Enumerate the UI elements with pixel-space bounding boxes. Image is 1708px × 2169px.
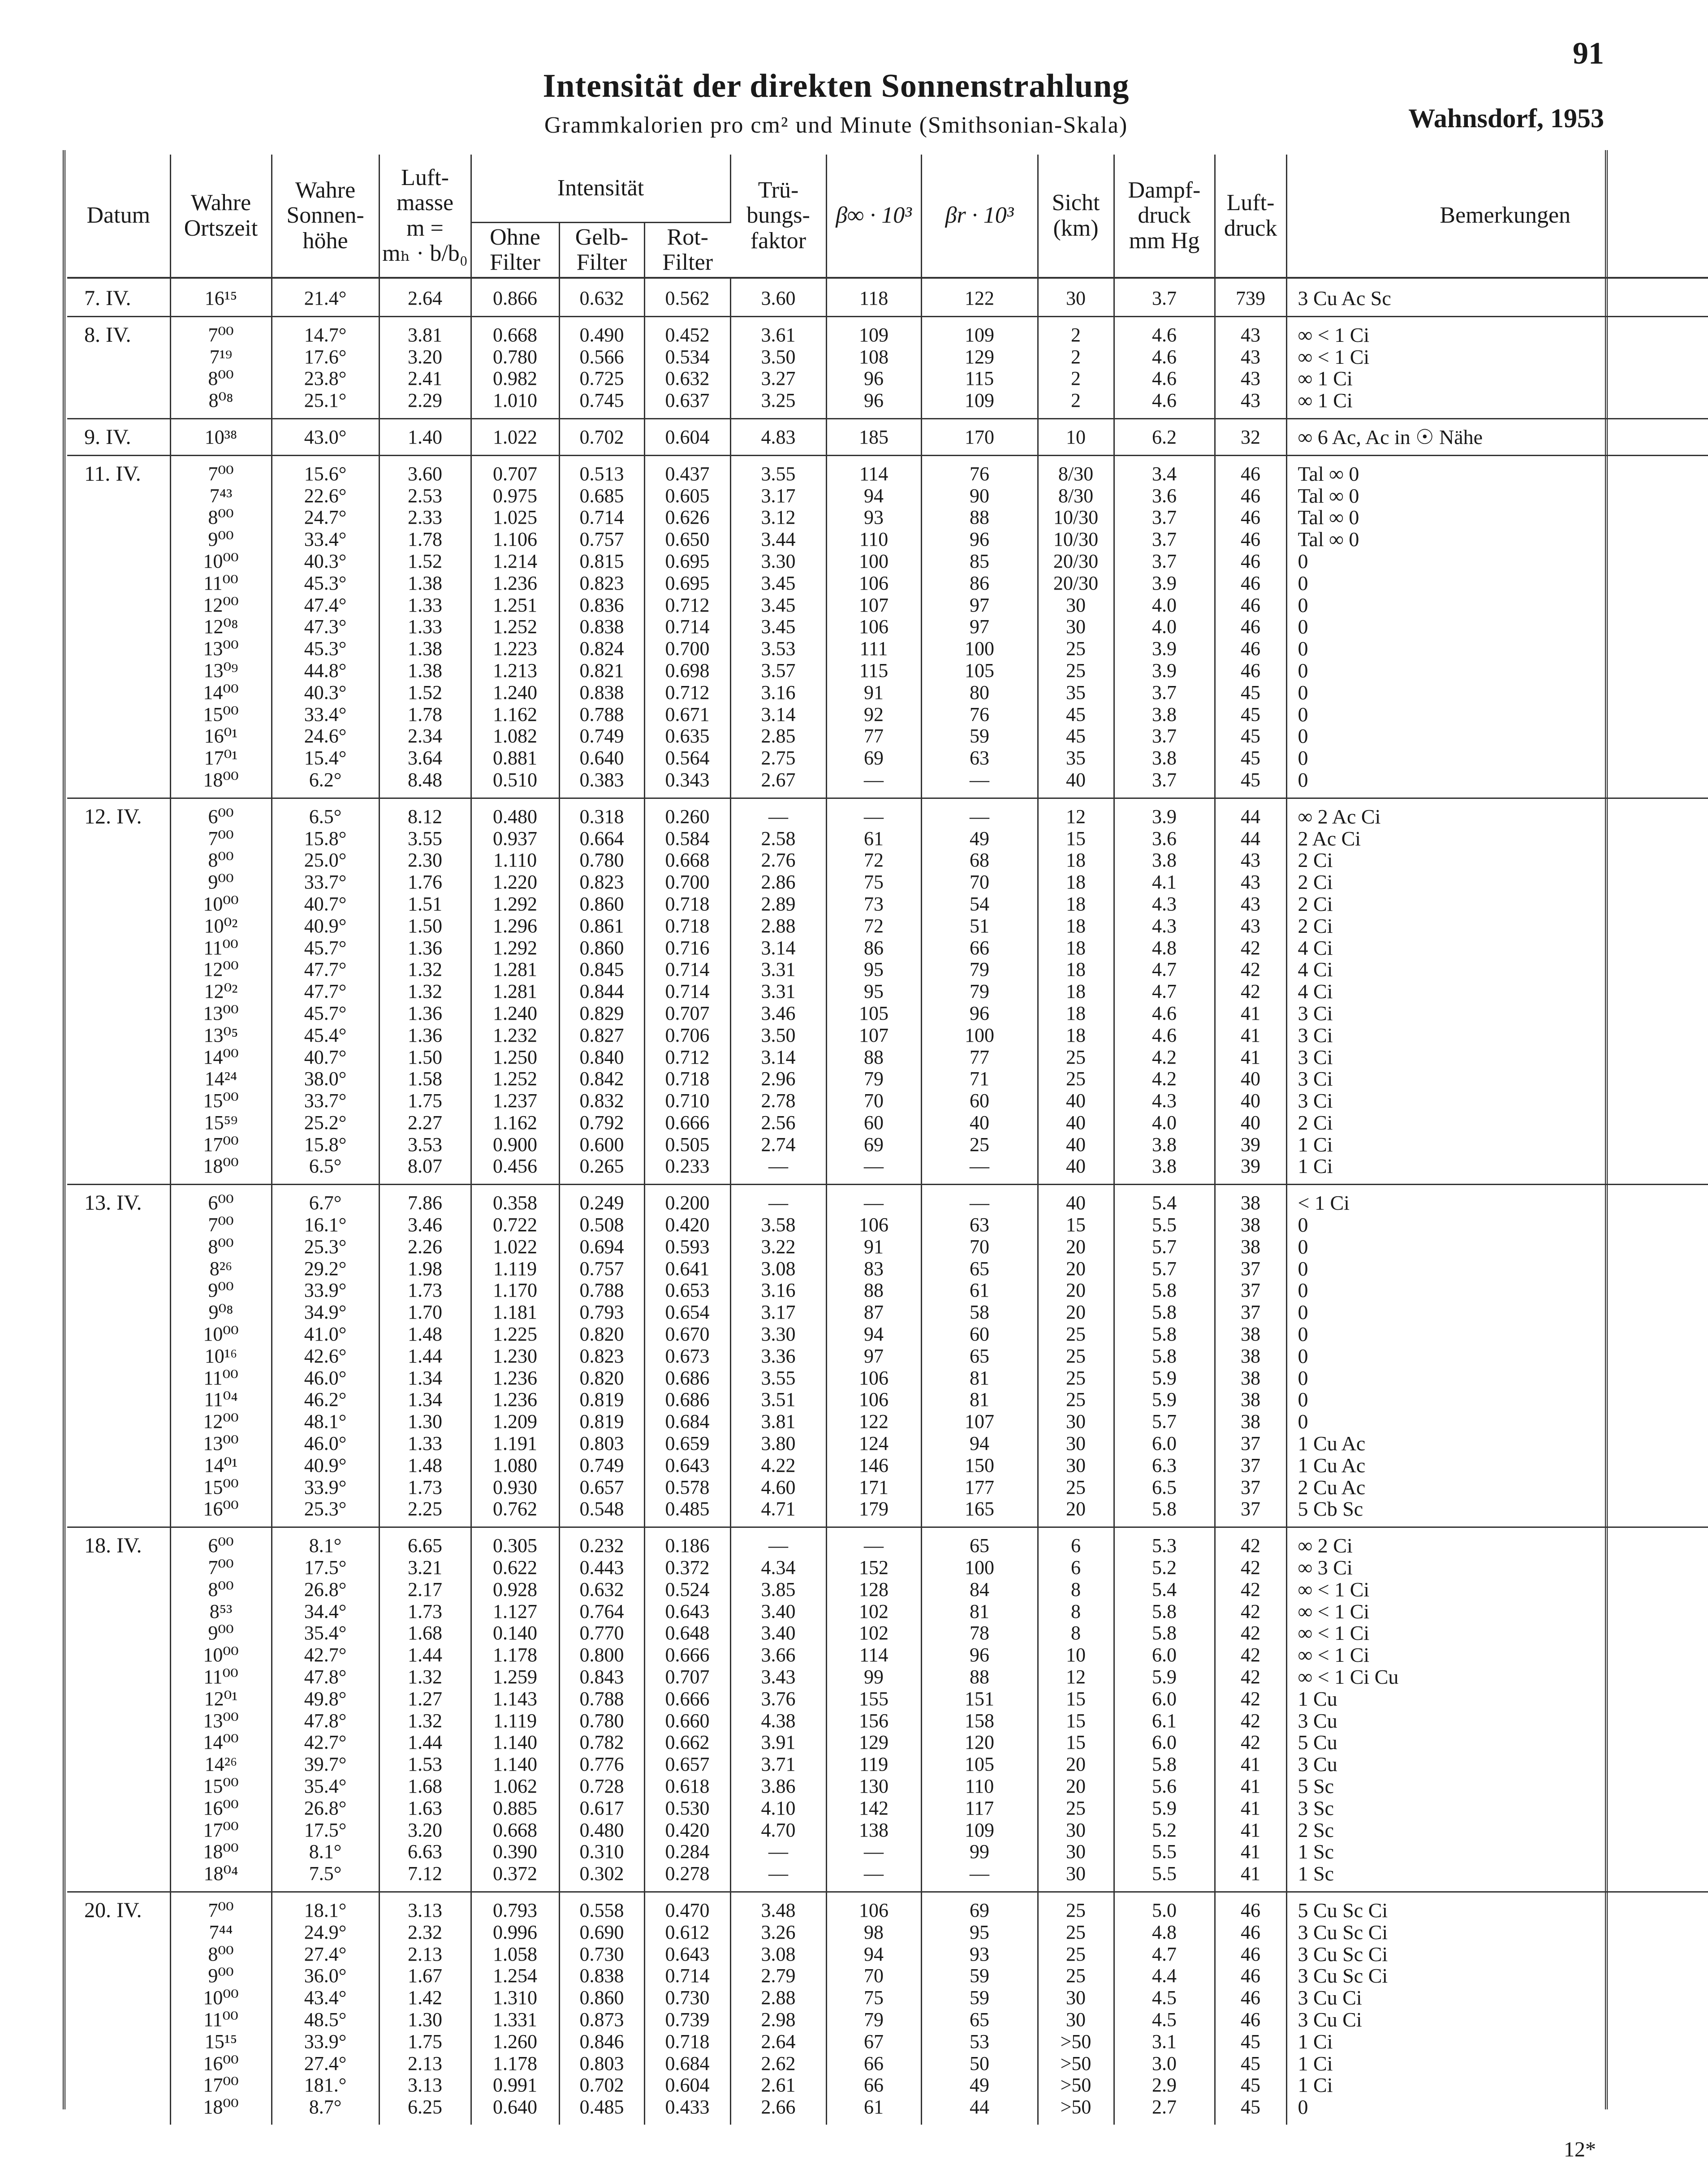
- table-row: [67, 798, 1708, 1185]
- sonnenhoehe-cell: 6.7° 16.1° 25.3° 29.2° 33.9° 34.9° 41.0° 42.6° 46.0° 46.2° 48.1° 46.0° 40.9° 33.9° 25.3°: [272, 1185, 379, 1527]
- bemerkungen-cell: 3 Cu Ac Sc: [1286, 278, 1708, 316]
- header-gelb-filter: Gelb- Filter: [559, 223, 644, 278]
- ortszeit-cell: 7⁰⁰ 7¹⁹ 8⁰⁰ 8⁰⁸: [170, 316, 272, 418]
- sicht-cell: 2 2 2 2: [1038, 316, 1114, 418]
- date-cell: 8. IV.: [67, 316, 170, 418]
- header-bemerkungen: Bemerkungen: [1286, 155, 1708, 278]
- date-cell: 11. IV.: [67, 455, 170, 798]
- dampfdruck-cell: 5.3 5.2 5.4 5.8 5.8 6.0 5.9 6.0 6.1 6.0 5.8 5.6 5.9 5.2 5.5 5.5: [1114, 1527, 1215, 1892]
- dampfdruck-cell: 3.4 3.6 3.7 3.7 3.7 3.9 4.0 4.0 3.9 3.9 3.7 3.8 3.7 3.8 3.7: [1114, 455, 1215, 798]
- ortszeit-cell: 10³⁸: [170, 418, 272, 455]
- rot-filter-cell: 0.186 0.372 0.524 0.643 0.648 0.666 0.707 0.666 0.660 0.662 0.657 0.618 0.530 0.420 0.284 0.278: [644, 1527, 730, 1892]
- table-row: [67, 1892, 1708, 2124]
- sonnenhoehe-cell: 18.1° 24.9° 27.4° 36.0° 43.4° 48.5° 33.9° 27.4° 181.° 8.7°: [272, 1892, 379, 2124]
- date-cell: 18. IV.: [67, 1527, 170, 1892]
- truebungsfaktor-cell: 3.60: [730, 278, 826, 316]
- header-sonnenhoehe: Wahre Sonnen- höhe: [272, 155, 379, 278]
- ohne-filter-cell: 0.358 0.722 1.022 1.119 1.170 1.181 1.225 1.230 1.236 1.236 1.209 1.191 1.080 0.930 0.762: [471, 1185, 559, 1527]
- date-cell: 20. IV.: [67, 1892, 170, 2124]
- ortszeit-cell: 7⁰⁰ 7⁴⁴ 8⁰⁰ 9⁰⁰ 10⁰⁰ 11⁰⁰ 15¹⁵ 16⁰⁰ 17⁰⁰ 18⁰⁰: [170, 1892, 272, 2124]
- sicht-cell: 25 25 25 25 30 30 >50 >50 >50 >50: [1038, 1892, 1114, 2124]
- rot-filter-cell: 0.562: [644, 278, 730, 316]
- luftdruck-cell: 43 43 43 43: [1215, 316, 1286, 418]
- header-beta-inf: β∞ · 10³: [826, 155, 921, 278]
- header-ortszeit: Wahre Ortszeit: [170, 155, 272, 278]
- beta-inf-cell: — 152 128 102 102 114 99 155 156 129 119 130 142 138 — —: [826, 1527, 921, 1892]
- truebungsfaktor-cell: 3.61 3.50 3.27 3.25: [730, 316, 826, 418]
- header-ohne-filter: Ohne Filter: [471, 223, 559, 278]
- beta-inf-cell: 106 98 94 70 75 79 67 66 66 61: [826, 1892, 921, 2124]
- ortszeit-cell: 6⁰⁰ 7⁰⁰ 8⁰⁰ 8⁵³ 9⁰⁰ 10⁰⁰ 11⁰⁰ 12⁰¹ 13⁰⁰ 14⁰⁰ 14²⁶ 15⁰⁰ 16⁰⁰ 17⁰⁰ 18⁰⁰ 18⁰⁴: [170, 1527, 272, 1892]
- dampfdruck-cell: 5.4 5.5 5.7 5.7 5.8 5.8 5.8 5.8 5.9 5.9 5.7 6.0 6.3 6.5 5.8: [1114, 1185, 1215, 1527]
- rot-filter-cell: 0.200 0.420 0.593 0.641 0.653 0.654 0.670 0.673 0.686 0.686 0.684 0.659 0.643 0.578 0.485: [644, 1185, 730, 1527]
- beta-inf-cell: 118: [826, 278, 921, 316]
- table-row: [67, 455, 1708, 798]
- ohne-filter-cell: 0.707 0.975 1.025 1.106 1.214 1.236 1.251 1.252 1.223 1.213 1.240 1.162 1.082 0.881 0.510: [471, 455, 559, 798]
- beta-inf-cell: — 106 91 83 88 87 94 97 106 106 122 124 146 171 179: [826, 1185, 921, 1527]
- sicht-cell: 6 6 8 8 8 10 12 15 15 15 20 20 25 30 30 30: [1038, 1527, 1114, 1892]
- luftmasse-cell: 3.13 2.32 2.13 1.67 1.42 1.30 1.75 2.13 3.13 6.25: [379, 1892, 471, 2124]
- beta-inf-cell: — 61 72 75 73 72 86 95 95 105 107 88 79 70 60 69 —: [826, 798, 921, 1185]
- ortszeit-cell: 6⁰⁰ 7⁰⁰ 8⁰⁰ 8²⁶ 9⁰⁰ 9⁰⁸ 10⁰⁰ 10¹⁶ 11⁰⁰ 11⁰⁴ 12⁰⁰ 13⁰⁰ 14⁰¹ 15⁰⁰ 16⁰⁰: [170, 1185, 272, 1527]
- beta-r-cell: — 49 68 70 54 51 66 79 79 96 100 77 71 60 40 25 —: [921, 798, 1038, 1185]
- ohne-filter-cell: 0.866: [471, 278, 559, 316]
- date-cell: 7. IV.: [67, 278, 170, 316]
- luftdruck-cell: 44 44 43 43 43 43 42 42 42 41 41 41 40 40 40 39 39: [1215, 798, 1286, 1185]
- luftdruck-cell: 46 46 46 46 46 46 45 45 45 45: [1215, 1892, 1286, 2124]
- luftmasse-cell: 7.86 3.46 2.26 1.98 1.73 1.70 1.48 1.44 1.34 1.34 1.30 1.33 1.48 1.73 2.25: [379, 1185, 471, 1527]
- sonnenhoehe-cell: 14.7° 17.6° 23.8° 25.1°: [272, 316, 379, 418]
- header-rot-filter: Rot- Filter: [644, 223, 730, 278]
- page-subtitle: Grammkalorien pro cm² und Minute (Smithsonian-Skala): [544, 112, 1128, 138]
- bemerkungen-cell: ∞ 2 Ci ∞ 3 Ci ∞ < 1 Ci ∞ < 1 Ci ∞ < 1 Ci ∞ < 1 Ci ∞ < 1 Ci Cu 1 Cu 3 Cu 5 Cu 3 Cu 5 Sc 3 Sc 2 Sc 1 Sc 1 Sc: [1286, 1527, 1708, 1892]
- rot-filter-cell: 0.260 0.584 0.668 0.700 0.718 0.718 0.716 0.714 0.714 0.707 0.706 0.712 0.718 0.710 0.666 0.505 0.233: [644, 798, 730, 1185]
- beta-r-cell: 122: [921, 278, 1038, 316]
- bemerkungen-cell: ∞ < 1 Ci ∞ < 1 Ci ∞ 1 Ci ∞ 1 Ci: [1286, 316, 1708, 418]
- luftmasse-cell: 6.65 3.21 2.17 1.73 1.68 1.44 1.32 1.27 1.32 1.44 1.53 1.68 1.63 3.20 6.63 7.12: [379, 1527, 471, 1892]
- beta-r-cell: — 63 70 65 61 58 60 65 81 81 107 94 150 177 165: [921, 1185, 1038, 1527]
- gelb-filter-cell: 0.513 0.685 0.714 0.757 0.815 0.823 0.836 0.838 0.824 0.821 0.838 0.788 0.749 0.640 0.383: [559, 455, 644, 798]
- ohne-filter-cell: 0.480 0.937 1.110 1.220 1.292 1.296 1.292 1.281 1.281 1.240 1.232 1.250 1.252 1.237 1.162 0.900 0.456: [471, 798, 559, 1185]
- ortszeit-cell: 6⁰⁰ 7⁰⁰ 8⁰⁰ 9⁰⁰ 10⁰⁰ 10⁰² 11⁰⁰ 12⁰⁰ 12⁰² 13⁰⁰ 13⁰⁵ 14⁰⁰ 14²⁴ 15⁰⁰ 15⁵⁹ 17⁰⁰ 18⁰⁰: [170, 798, 272, 1185]
- luftdruck-cell: 739: [1215, 278, 1286, 316]
- luftmasse-cell: 8.12 3.55 2.30 1.76 1.51 1.50 1.36 1.32 1.32 1.36 1.36 1.50 1.58 1.75 2.27 3.53 8.07: [379, 798, 471, 1185]
- ohne-filter-cell: 0.668 0.780 0.982 1.010: [471, 316, 559, 418]
- header-datum: Datum: [67, 155, 170, 278]
- gelb-filter-cell: 0.318 0.664 0.780 0.823 0.860 0.861 0.860 0.845 0.844 0.829 0.827 0.840 0.842 0.832 0.792 0.600 0.265: [559, 798, 644, 1185]
- beta-inf-cell: 114 94 93 110 100 106 107 106 111 115 91 92 77 69 —: [826, 455, 921, 798]
- bemerkungen-cell: 5 Cu Sc Ci 3 Cu Sc Ci 3 Cu Sc Ci 3 Cu Sc Ci 3 Cu Ci 3 Cu Ci 1 Ci 1 Ci 1 Ci 0: [1298, 1898, 1388, 2119]
- header-luftmasse: Luft- masse m = mₕ · b/b₀: [379, 155, 471, 278]
- header-luftdruck: Luft- druck: [1215, 155, 1286, 278]
- luftmasse-cell: 1.40: [379, 418, 471, 455]
- date-cell: 13. IV.: [67, 1185, 170, 1527]
- ohne-filter-cell: 1.022: [471, 418, 559, 455]
- luftmasse-cell: 3.60 2.53 2.33 1.78 1.52 1.38 1.33 1.33 1.38 1.38 1.52 1.78 2.34 3.64 8.48: [379, 455, 471, 798]
- header-truebungsfaktor: Trü- bungs- faktor: [730, 155, 826, 278]
- gelb-filter-cell: 0.558 0.690 0.730 0.838 0.860 0.873 0.846 0.803 0.702 0.485: [559, 1892, 644, 2124]
- table-row: [67, 1185, 1708, 1527]
- sicht-cell: 30: [1038, 278, 1114, 316]
- header-beta-r: βr · 10³: [921, 155, 1038, 278]
- truebungsfaktor-cell: — 2.58 2.76 2.86 2.89 2.88 3.14 3.31 3.31 3.46 3.50 3.14 2.96 2.78 2.56 2.74 —: [730, 798, 826, 1185]
- header-intensitaet: Intensität: [471, 155, 730, 223]
- sicht-cell: 10: [1038, 418, 1114, 455]
- gelb-filter-cell: 0.632: [559, 278, 644, 316]
- dampfdruck-cell: 5.0 4.8 4.7 4.4 4.5 4.5 3.1 3.0 2.9 2.7: [1114, 1892, 1215, 2124]
- dampfdruck-cell: 3.7: [1114, 278, 1215, 316]
- rot-filter-cell: 0.470 0.612 0.643 0.714 0.730 0.739 0.718 0.684 0.604 0.433: [644, 1892, 730, 2124]
- sicht-cell: 40 15 20 20 20 20 25 25 25 25 30 30 30 25 20: [1038, 1185, 1114, 1527]
- page-number: 91: [1573, 36, 1604, 71]
- dampfdruck-cell: 6.2: [1114, 418, 1215, 455]
- luftdruck-cell: 38 38 38 37 37 37 38 38 38 38 38 37 37 37 37: [1215, 1185, 1286, 1527]
- truebungsfaktor-cell: — 4.34 3.85 3.40 3.40 3.66 3.43 3.76 4.38 3.91 3.71 3.86 4.10 4.70 — —: [730, 1527, 826, 1892]
- luftdruck-cell: 32: [1215, 418, 1286, 455]
- header-sicht: Sicht (km): [1038, 155, 1114, 278]
- bemerkungen-cell: ∞ 6 Ac, Ac in ☉ Nähe: [1286, 418, 1708, 455]
- rot-filter-cell: 0.604: [644, 418, 730, 455]
- truebungsfaktor-cell: — 3.58 3.22 3.08 3.16 3.17 3.30 3.36 3.55 3.51 3.81 3.80 4.22 4.60 4.71: [730, 1185, 826, 1527]
- dampfdruck-cell: 4.6 4.6 4.6 4.6: [1114, 316, 1215, 418]
- dampfdruck-cell: 3.9 3.6 3.8 4.1 4.3 4.3 4.8 4.7 4.7 4.6 4.6 4.2 4.2 4.3 4.0 3.8 3.8: [1114, 798, 1215, 1185]
- sonnenhoehe-cell: 15.6° 22.6° 24.7° 33.4° 40.3° 45.3° 47.4° 47.3° 45.3° 44.8° 40.3° 33.4° 24.6° 15.4° 6.2°: [272, 455, 379, 798]
- gelb-filter-cell: 0.232 0.443 0.632 0.764 0.770 0.800 0.843 0.788 0.780 0.782 0.776 0.728 0.617 0.480 0.310 0.302: [559, 1527, 644, 1892]
- sonnenhoehe-cell: 21.4°: [272, 278, 379, 316]
- bemerkungen-cell: ∞ 2 Ac Ci 2 Ac Ci 2 Ci 2 Ci 2 Ci 2 Ci 4 Ci 4 Ci 4 Ci 3 Ci 3 Ci 3 Ci 3 Ci 3 Ci 2 Ci 1 Ci 1 Ci: [1286, 798, 1708, 1185]
- sonnenhoehe-cell: 6.5° 15.8° 25.0° 33.7° 40.7° 40.9° 45.7° 47.7° 47.7° 45.7° 45.4° 40.7° 38.0° 33.7° 25.2° 15.8° 6.5°: [272, 798, 379, 1185]
- luftmasse-cell: 3.81 3.20 2.41 2.29: [379, 316, 471, 418]
- bemerkungen-cell: < 1 Ci 0 0 0 0 0 0 0 0 0 0 1 Cu Ac 1 Cu Ac 2 Cu Ac 5 Cb Sc: [1286, 1185, 1708, 1527]
- table-body: [67, 278, 1708, 2125]
- station-label: Wahnsdorf, 1953: [1408, 103, 1604, 133]
- truebungsfaktor-cell: 4.83: [730, 418, 826, 455]
- beta-r-cell: 76 90 88 96 85 86 97 97 100 105 80 76 59 63 —: [921, 455, 1038, 798]
- gelb-filter-cell: 0.249 0.508 0.694 0.757 0.788 0.793 0.820 0.823 0.820 0.819 0.819 0.803 0.749 0.657 0.548: [559, 1185, 644, 1527]
- beta-r-cell: 69 95 93 59 59 65 53 50 49 44: [921, 1892, 1038, 2124]
- ortszeit-cell: 7⁰⁰ 7⁴³ 8⁰⁰ 9⁰⁰ 10⁰⁰ 11⁰⁰ 12⁰⁰ 12⁰⁸ 13⁰⁰ 13⁰⁹ 14⁰⁰ 15⁰⁰ 16⁰¹ 17⁰¹ 18⁰⁰: [170, 455, 272, 798]
- table-row: [67, 1527, 1708, 1892]
- beta-r-cell: 170: [921, 418, 1038, 455]
- table-row: [67, 418, 1708, 455]
- ohne-filter-cell: 0.793 0.996 1.058 1.254 1.310 1.331 1.260 1.178 0.991 0.640: [471, 1892, 559, 2124]
- sonnenhoehe-cell: 43.0°: [272, 418, 379, 455]
- sicht-cell: 8/30 8/30 10/30 10/30 20/30 20/30 30 30 25 25 35 45 45 35 40: [1038, 455, 1114, 798]
- table-row: [67, 316, 1708, 418]
- rot-filter-cell: 0.437 0.605 0.626 0.650 0.695 0.695 0.712 0.714 0.700 0.698 0.712 0.671 0.635 0.564 0.343: [644, 455, 730, 798]
- date-cell: 12. IV.: [67, 798, 170, 1185]
- ortszeit-cell: 16¹⁵: [170, 278, 272, 316]
- rot-filter-cell: 0.452 0.534 0.632 0.637: [644, 316, 730, 418]
- sicht-cell: 12 15 18 18 18 18 18 18 18 18 18 25 25 40 40 40 40: [1038, 798, 1114, 1185]
- header-dampfdruck: Dampf- druck mm Hg: [1114, 155, 1215, 278]
- beta-r-cell: 109 129 115 109: [921, 316, 1038, 418]
- ohne-filter-cell: 0.305 0.622 0.928 1.127 0.140 1.178 1.259 1.143 1.119 1.140 1.140 1.062 0.885 0.668 0.390 0.372: [471, 1527, 559, 1892]
- luftmasse-cell: 2.64: [379, 278, 471, 316]
- sonnenhoehe-cell: 8.1° 17.5° 26.8° 34.4° 35.4° 42.7° 47.8° 49.8° 47.8° 42.7° 39.7° 35.4° 26.8° 17.5° 8.1° 7.5°: [272, 1527, 379, 1892]
- luftdruck-cell: 46 46 46 46 46 46 46 46 46 46 45 45 45 45 45: [1215, 455, 1286, 798]
- table-row: [67, 278, 1708, 316]
- beta-inf-cell: 185: [826, 418, 921, 455]
- page-title: Intensität der direkten Sonnenstrahlung: [543, 68, 1130, 104]
- gelb-filter-cell: 0.490 0.566 0.725 0.745: [559, 316, 644, 418]
- gelb-filter-cell: 0.702: [559, 418, 644, 455]
- beta-inf-cell: 109 108 96 96: [826, 316, 921, 418]
- bemerkungen-cell: Tal ∞ 0 Tal ∞ 0 Tal ∞ 0 Tal ∞ 0 0 0 0 0 0 0 0 0 0 0 0: [1286, 455, 1708, 798]
- luftdruck-cell: 42 42 42 42 42 42 42 42 42 42 41 41 41 41 41 41: [1215, 1527, 1286, 1892]
- footer-signature-mark: 12*: [1564, 2138, 1596, 2161]
- radiation-table: [67, 155, 1708, 2125]
- truebungsfaktor-cell: 3.55 3.17 3.12 3.44 3.30 3.45 3.45 3.45 3.53 3.57 3.16 3.14 2.85 2.75 2.67: [730, 455, 826, 798]
- truebungsfaktor-cell: 3.48 3.26 3.08 2.79 2.88 2.98 2.64 2.62 2.61 2.66: [730, 1892, 826, 2124]
- beta-r-cell: 65 100 84 81 78 96 88 151 158 120 105 110 117 109 99 —: [921, 1527, 1038, 1892]
- date-cell: 9. IV.: [67, 418, 170, 455]
